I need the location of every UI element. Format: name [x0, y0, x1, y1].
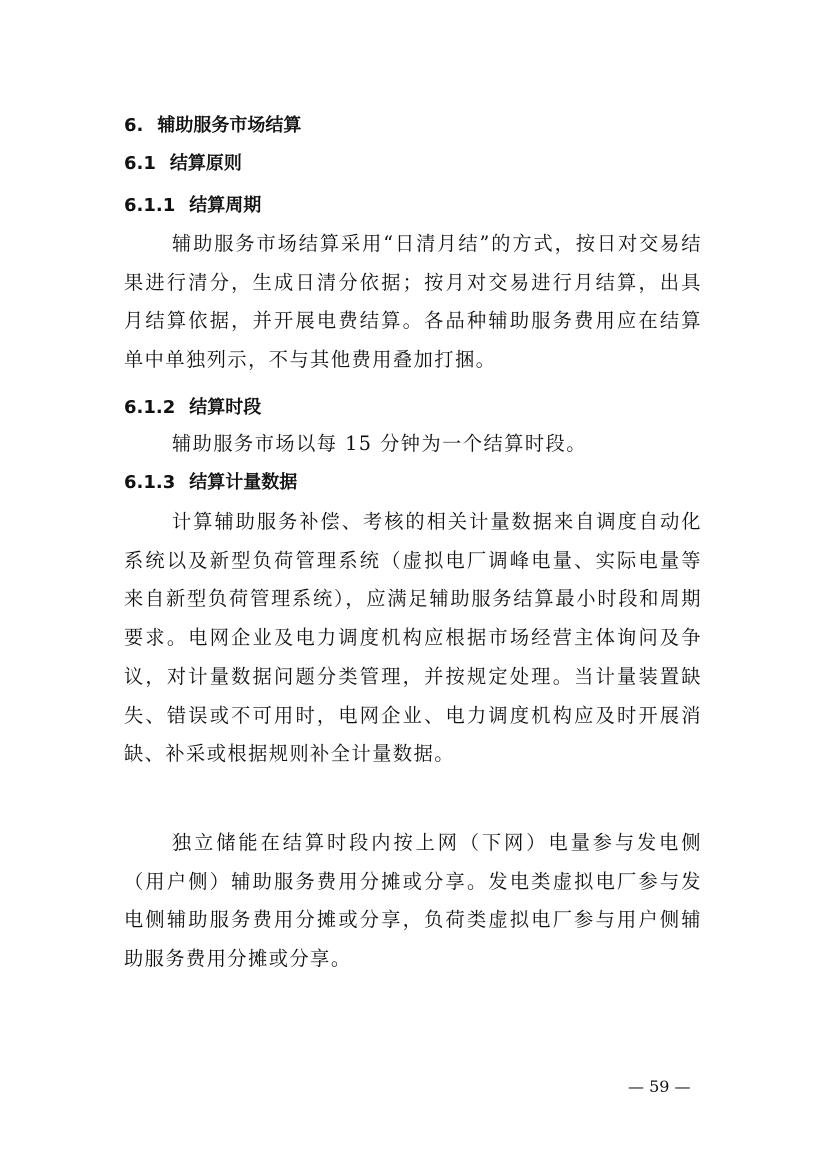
paragraph-metering-data: 计算辅助服务补偿、考核的相关计量数据来自调度自动化系统以及新型负荷管理系统（虚拟电厂调峰电量、实际电量等来自新型负荷管理系统），应满足辅助服务结算最小时段和周期要求。电网企业及电力调度机构应根据市场经营主体询问及争议，对计量数据问题分类管理，并按规定处理。当计量装置缺失、错误或不可用时，电网企业、电力调度机构应及时开展消缺、补采或根据规则补全计量数据。 — [124, 510, 702, 766]
paragraph-settlement-period: 辅助服务市场以每 15 分钟为一个结算时段。 — [172, 432, 587, 455]
subsection-heading-6-1 — [124, 152, 242, 176]
subsection-heading-6-1-2 — [124, 396, 261, 420]
page-number: — 59 — — [628, 1077, 691, 1096]
section-number: 6. — [124, 115, 144, 136]
subsection-number: 6.1.2 — [124, 397, 176, 418]
section-title: 辅助服务市场结算 — [157, 115, 302, 136]
subsection-number: 6.1 — [124, 153, 156, 174]
subsection-number: 6.1.3 — [124, 472, 176, 493]
subsection-title: 结算原则 — [169, 153, 242, 174]
subsection-heading-6-1-1 — [124, 194, 261, 218]
subsection-title: 结算计量数据 — [189, 472, 298, 493]
paragraph-energy-storage: 独立储能在结算时段内按上网（下网）电量参与发电侧（用户侧）辅助服务费用分摊或分享。发电类虚拟电厂参与发电侧辅助服务费用分摊或分享，负荷类虚拟电厂参与用户侧辅助服务费用分摊或分享。 — [124, 831, 702, 971]
subsection-title: 结算时段 — [189, 397, 262, 418]
subsection-number: 6.1.1 — [124, 195, 176, 216]
paragraph-settlement-cycle: 辅助服务市场结算采用“日清月结”的方式，按日对交易结果进行清分，生成日清分依据；按月对交易进行月结算，出具月结算依据，并开展电费结算。各品种辅助服务费用应在结算单中单独列示，不与其他费用叠加打捆。 — [124, 232, 702, 372]
subsection-title: 结算周期 — [189, 195, 262, 216]
subsection-heading-6-1-3 — [124, 471, 297, 495]
section-heading — [124, 114, 301, 138]
